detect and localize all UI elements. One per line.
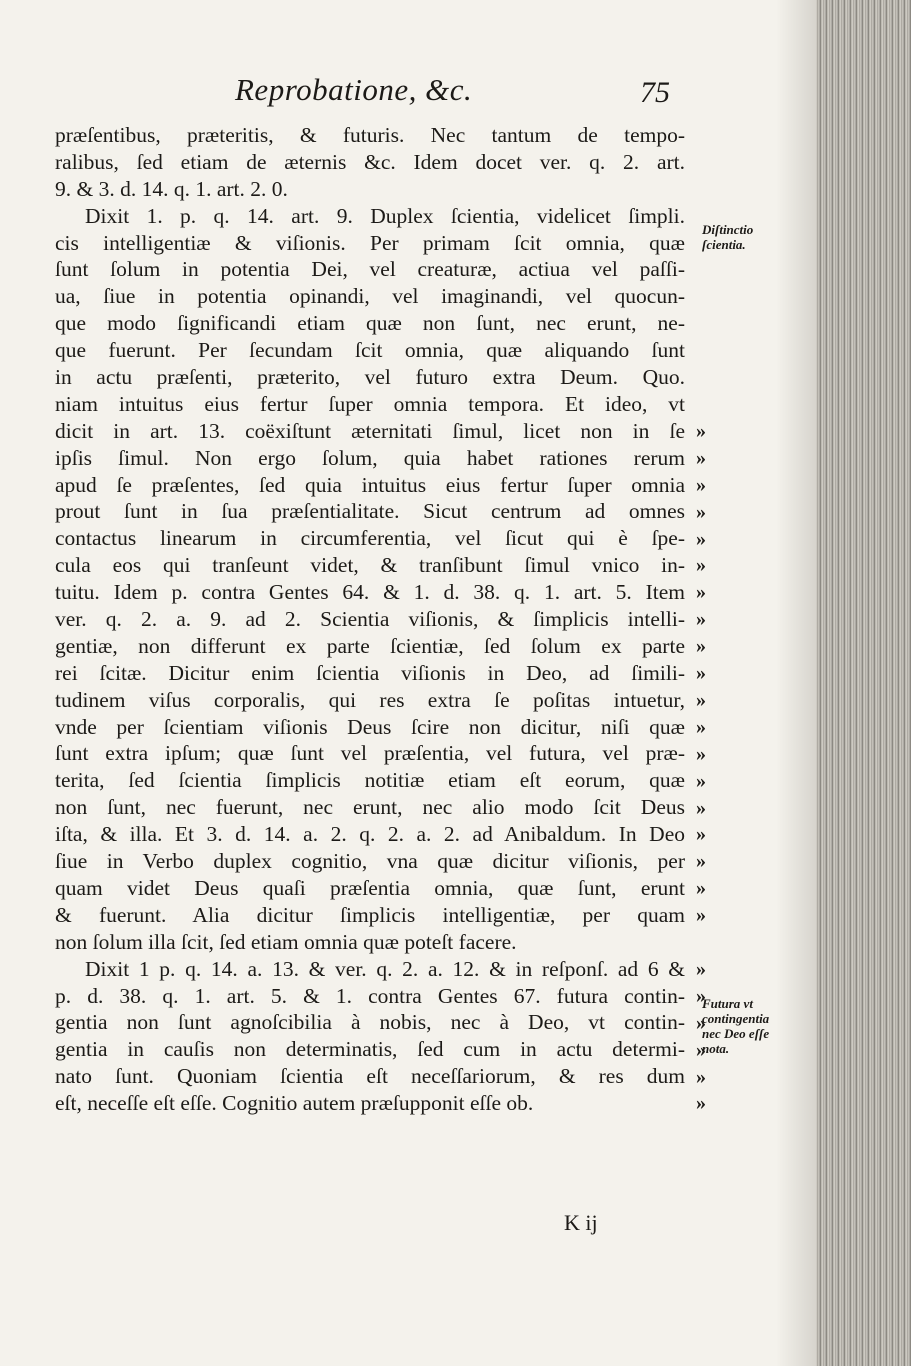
text-line: & fuerunt. Alia dicitur ſimplicis intelligentiæ, per quam <box>55 902 685 927</box>
text-line: terita, ſed ſcientia ſimplicis notitiæ etiam eſt eorum, quæ <box>55 768 685 793</box>
page-gutter-shadow <box>776 0 816 1366</box>
text-line: præſentibus, præteritis, & futuris. Nec tantum de tempo- <box>55 123 685 147</box>
quote-mark: » <box>696 1038 706 1061</box>
quote-mark: » <box>696 419 706 442</box>
quote-mark: » <box>696 554 706 577</box>
text-line: cula eos qui tranſeunt videt, & tranſibunt ſimul vnico in- <box>55 553 685 578</box>
text-line: cis intelligentiæ & viſionis. Per primam ſcit omnia, quæ <box>55 230 685 255</box>
quote-mark: » <box>696 957 706 980</box>
text-line: iſta, & illa. Et 3. d. 14. a. 2. q. 2. a. 2. ad Anibaldum. In Deo <box>55 822 685 847</box>
quote-mark: » <box>696 608 706 631</box>
text-line: rei ſcitæ. Dicitur enim ſcientia viſionis in Deo, ad ſimili- <box>55 660 685 685</box>
quote-mark: » <box>696 769 706 792</box>
quote-mark: » <box>696 823 706 846</box>
text-line: ver. q. 2. a. 9. ad 2. Scientia viſionis, & ſimplicis intelli- <box>55 607 685 632</box>
text-line: in actu præſenti, præterito, vel futuro extra Deum. Quo. <box>55 365 685 390</box>
marginal-note: nota. <box>702 1041 730 1056</box>
page-number: 75 <box>640 76 670 109</box>
quote-mark: » <box>696 688 706 711</box>
text-line: prout ſunt in ſua præſentialitate. Sicut centrum ad omnes <box>55 499 685 524</box>
quote-mark: » <box>696 1092 706 1115</box>
quote-mark: » <box>696 850 706 873</box>
quote-mark: » <box>696 446 706 469</box>
page-header <box>0 70 700 120</box>
quote-mark: » <box>696 1011 706 1034</box>
body-text <box>55 122 685 1117</box>
running-head: Reprobatione, &c. <box>235 72 473 107</box>
text-line: dicit in art. 13. coëxiſtunt æternitati ſimul, licet non in ſe <box>55 418 685 443</box>
text-line: ipſis ſimul. Non ergo ſolum, quia habet rationes rerum <box>55 445 685 470</box>
text-line: eſt, neceſſe eſt eſſe. Cognitio autem præſupponit eſſe ob. <box>55 1091 534 1116</box>
text-line: vnde per ſcientiam viſionis Deus ſcire non dicitur, niſi quæ <box>55 714 685 739</box>
text-line: gentia in cauſis non determinatis, ſed cum in actu determi- <box>55 1037 685 1062</box>
quote-mark: » <box>696 527 706 550</box>
signature-mark: K ij <box>564 1210 598 1235</box>
marginal-note: ſcientia. <box>702 237 746 252</box>
text-line: ſunt ſolum in potentia Dei, vel creaturæ, actiua vel paſſi- <box>55 257 685 282</box>
quote-mark: » <box>696 742 706 765</box>
text-line: ſiue in Verbo duplex cognitio, vna quæ dicitur viſionis, per <box>55 849 685 874</box>
quote-mark: » <box>696 635 706 658</box>
quote-mark: » <box>696 904 706 927</box>
text-line: que modo ſignificandi etiam quæ non ſunt, nec erunt, ne- <box>55 311 685 336</box>
text-line: niam intuitus eius fertur ſuper omnia tempora. Et ideo, vt <box>55 391 685 416</box>
text-line: apud ſe præſentes, ſed quia intuitus eius fertur ſuper omnia <box>55 472 685 497</box>
text-line: tudinem viſus corporalis, qui res extra ſe poſitas intuetur, <box>55 687 685 712</box>
text-line: contactus linearum in circumferentia, vel ſicut qui è ſpe- <box>55 526 685 551</box>
quote-mark: » <box>696 984 706 1007</box>
book-spine <box>816 0 911 1366</box>
quote-mark: » <box>696 715 706 738</box>
marginal-note: contingentia <box>702 1011 770 1026</box>
text-line: Dixit 1. p. q. 14. art. 9. Duplex ſcientia, videlicet ſimpli. <box>85 203 685 228</box>
quote-mark: » <box>696 877 706 900</box>
text-line: gentia non ſunt agnoſcibilia à nobis, nec à Deo, vt contin- <box>55 1010 685 1035</box>
quote-mark: » <box>696 581 706 604</box>
text-line: gentiæ, non differunt ex parte ſcientiæ, ſed ſolum ex parte <box>55 633 685 658</box>
quote-mark: » <box>696 796 706 819</box>
text-line: ſunt extra ipſum; quæ ſunt vel præſentia, vel futura, vel præ- <box>55 741 685 766</box>
text-line: p. d. 38. q. 1. art. 5. & 1. contra Gentes 67. futura contin- <box>55 983 685 1008</box>
quote-mark: » <box>696 473 706 496</box>
text-line: nato ſunt. Quoniam ſcientia eſt neceſſariorum, & res dum <box>55 1064 685 1089</box>
quote-mark: » <box>696 1065 706 1088</box>
text-line: Dixit 1 p. q. 14. a. 13. & ver. q. 2. a. 12. & in reſponſ. ad 6 & <box>85 956 685 981</box>
text-line: quam videt Deus quaſi præſentia omnia, quæ ſunt, erunt <box>55 875 685 900</box>
marginal-note: Futura vt <box>702 996 753 1011</box>
marginal-note: Diſtinctio <box>702 222 754 237</box>
text-line: ua, ſiue in potentia opinandi, vel imaginandi, vel quocun- <box>55 284 685 309</box>
text-line: ralibus, ſed etiam de æternis &c. Idem docet ver. q. 2. art. <box>55 149 685 174</box>
text-line: que fuerunt. Per ſecundam ſcit omnia, quæ aliquando ſunt <box>55 338 685 363</box>
text-line: 9. & 3. d. 14. q. 1. art. 2. 0. <box>55 176 288 201</box>
text-line: tuitu. Idem p. contra Gentes 64. & 1. d. 38. q. 1. art. 5. Item <box>55 580 685 605</box>
marginal-note: nec Deo eſſe <box>702 1026 770 1041</box>
quote-mark: » <box>696 500 706 523</box>
text-line: non ſolum illa ſcit, ſed etiam omnia quæ poteſt facere. <box>55 929 517 954</box>
quote-mark: » <box>696 662 706 684</box>
text-line: non ſunt, nec fuerunt, nec erunt, nec alio modo ſcit Deus <box>55 795 685 820</box>
